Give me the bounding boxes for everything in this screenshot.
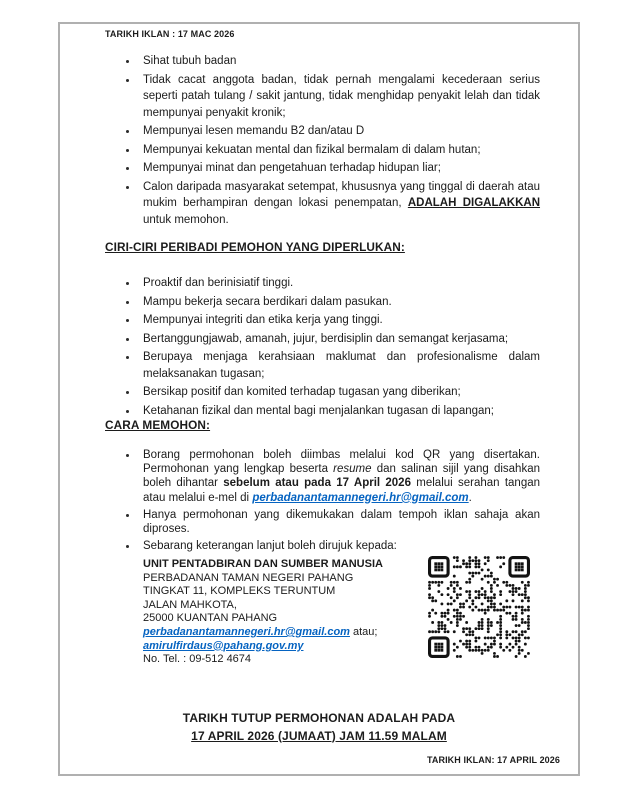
text-segment: melalui serahan tangan atau melalui e-mel di <box>143 477 541 504</box>
contact-line <box>143 572 403 586</box>
contact-block <box>143 558 403 667</box>
text-segment: Proaktif dan berinisiatif tinggi. <box>143 277 294 289</box>
list-item <box>105 142 540 159</box>
text-segment: Bersikap positif dan komited terhadap tugasan yang diberikan; <box>143 386 461 398</box>
contact-line <box>143 599 403 613</box>
list-item <box>105 294 540 311</box>
text-segment: Bertanggungjawab, amanah, jujur, berdisiplin dan semangat kerjasama; <box>143 332 509 345</box>
text-segment: sebelum atau pada 17 April 2026 <box>223 477 411 490</box>
closing-line-1: TARIKH TUTUP PERMOHONAN ADALAH PADA <box>182 711 456 725</box>
text-segment: Calon daripada masyarakat setempat, khususnya yang tinggal di daerah atau mukim berhampiran dengan lokasi penempatan, <box>143 180 540 209</box>
text-segment: atau; <box>349 625 378 638</box>
how-to-apply-list <box>105 448 540 556</box>
requirements-list <box>105 53 540 230</box>
contact-line <box>143 612 403 626</box>
list-item <box>105 123 540 140</box>
text-segment: Mampu bekerja secara berdikari dalam pasukan. <box>143 295 392 308</box>
text-segment: Berupaya menjaga kerahsiaan maklumat dan profesionalisme dalam melaksanakan tugasan; <box>143 351 540 380</box>
text-segment: resume <box>333 463 372 476</box>
text-segment: Ketahanan fizikal dan mental bagi menjalankan tugasan di lapangan; <box>143 404 495 417</box>
contact-line <box>143 640 403 654</box>
closing-block <box>60 710 578 745</box>
text-segment: Hanya permohonan yang dikemukakan dalam tempoh iklan sahaja akan diproses. <box>143 508 540 536</box>
text-segment: ADALAH DIGALAKKAN <box>407 197 541 209</box>
text-segment: Mempunyai minat dan pengetahuan terhadap hidupan liar; <box>143 162 441 174</box>
text-segment: Mempunyai integriti dan etika kerja yang tinggi. <box>143 314 383 326</box>
list-item <box>105 448 540 505</box>
email-link[interactable]: perbadanantamannegeri.hr@gmail.com <box>143 625 350 638</box>
contact-line <box>143 585 403 599</box>
text-segment: UNIT PENTADBIRAN DAN SUMBER MANUSIA <box>143 558 383 570</box>
list-item <box>105 179 540 229</box>
section-heading-ciri-peribadi: CIRI-CIRI PERIBADI PEMOHON YANG DIPERLUKAN: <box>105 240 405 254</box>
qr-code <box>428 556 530 658</box>
email-link[interactable]: amirulfirdaus@pahang.gov.my <box>143 639 304 652</box>
text-segment: Sihat tubuh badan <box>143 55 237 67</box>
list-item <box>105 275 540 292</box>
text-segment: . <box>468 491 472 504</box>
list-item <box>105 312 540 329</box>
text-segment: Mempunyai kekuatan mental dan fizikal bermalam di dalam hutan; <box>143 143 481 156</box>
list-item <box>105 331 540 348</box>
personal-traits-list <box>105 275 540 421</box>
text-segment: Tidak cacat anggota badan, tidak pernah mengalami kecederaan serius seperti patah tulang / sakit jantung, tidak menghidap penyakit lelah dan tidak mempunyai penyakit kronik; <box>143 73 540 119</box>
text-segment: JALAN MAHKOTA, <box>143 598 237 611</box>
section-heading-cara-memohon: CARA MEMOHON: <box>105 418 211 432</box>
contact-line <box>143 558 403 572</box>
list-item <box>105 403 540 420</box>
list-item <box>105 349 540 382</box>
text-segment: TINGKAT 11, KOMPLEKS TERUNTUM <box>143 585 336 598</box>
text-segment: Borang permohonan boleh diimbas melalui kod QR yang disertakan. Permohonan yang lengkap beserta <box>143 449 540 476</box>
text-segment: 25000 KUANTAN PAHANG <box>143 612 278 625</box>
email-link[interactable]: perbadanantamannegeri.hr@gmail.com <box>252 491 469 504</box>
list-item <box>105 53 540 70</box>
advert-date-bottom: TARIKH IKLAN: 17 APRIL 2026 <box>426 755 560 765</box>
text-segment: Mempunyai lesen memandu B2 dan/atau D <box>143 125 365 137</box>
text-segment: dan salinan sijil yang disahkan boleh dihantar <box>143 463 540 490</box>
list-item <box>105 160 540 177</box>
advert-date-top: TARIKH IKLAN : 17 MAC 2026 <box>105 29 235 39</box>
contact-line <box>143 653 403 667</box>
text-segment: Sebarang keterangan lanjut boleh dirujuk kepada: <box>143 540 397 553</box>
list-item <box>105 508 540 536</box>
closing-line-2: 17 APRIL 2026 (JUMAAT) JAM 11.59 MALAM <box>191 728 447 743</box>
text-segment: untuk memohon. <box>143 213 229 226</box>
list-item <box>105 539 540 553</box>
list-item <box>105 384 540 401</box>
text-segment: PERBADANAN TAMAN NEGERI PAHANG <box>143 571 354 584</box>
list-item <box>105 72 540 122</box>
contact-line <box>143 626 403 640</box>
advert-border-box <box>58 22 580 776</box>
text-segment: No. Tel. : 09-512 4674 <box>143 653 252 666</box>
